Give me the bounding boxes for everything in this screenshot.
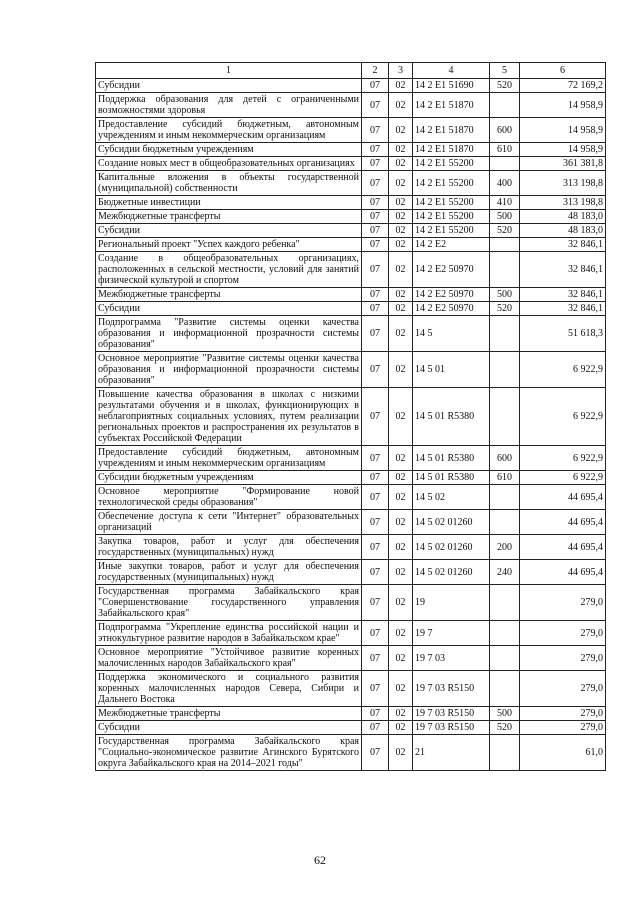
target-code-cell: 14 5 — [413, 316, 490, 352]
target-code-cell: 14 2 E1 51870 — [413, 118, 490, 143]
expense-type-cell — [490, 646, 520, 671]
target-code-cell: 14 2 E2 50970 — [413, 288, 490, 302]
expense-type-cell: 200 — [490, 535, 520, 560]
expense-type-cell — [490, 157, 520, 171]
amount-cell: 6 922,9 — [520, 388, 606, 446]
amount-cell: 279,0 — [520, 671, 606, 707]
header-col-6: 6 — [520, 63, 606, 79]
table-row — [96, 560, 606, 585]
subsection-cell: 02 — [389, 157, 413, 171]
section-cell: 07 — [362, 446, 389, 471]
row-name-cell: Государственная программа Забайкальского края "Совершенствование государственного управления Забайкальского края" — [96, 585, 362, 621]
table-row — [96, 210, 606, 224]
amount-cell: 6 922,9 — [520, 471, 606, 485]
subsection-cell: 02 — [389, 196, 413, 210]
subsection-cell: 02 — [389, 252, 413, 288]
amount-cell: 14 958,9 — [520, 143, 606, 157]
amount-cell: 51 618,3 — [520, 316, 606, 352]
expense-type-cell: 520 — [490, 302, 520, 316]
row-name-cell: Повышение качества образования в школах с низкими результатами обучения и в школах, функционирующих в неблагоприятных социальных условиях, путем реализации региональных проектов и распространения их результатов в субъектах Российской Федерации — [96, 388, 362, 446]
subsection-cell: 02 — [389, 707, 413, 721]
section-cell: 07 — [362, 252, 389, 288]
amount-cell: 279,0 — [520, 585, 606, 621]
section-cell: 07 — [362, 118, 389, 143]
row-name-cell: Основное мероприятие "Устойчивое развитие коренных малочисленных народов Забайкальского края" — [96, 646, 362, 671]
expense-type-cell — [490, 93, 520, 118]
expense-type-cell: 500 — [490, 288, 520, 302]
table-row — [96, 535, 606, 560]
subsection-cell: 02 — [389, 585, 413, 621]
expense-type-cell — [490, 735, 520, 771]
amount-cell: 14 958,9 — [520, 93, 606, 118]
row-name-cell: Субсидии бюджетным учреждениям — [96, 471, 362, 485]
amount-cell: 32 846,1 — [520, 302, 606, 316]
section-cell: 07 — [362, 735, 389, 771]
table-row — [96, 238, 606, 252]
expense-type-cell — [490, 238, 520, 252]
expense-type-cell: 520 — [490, 224, 520, 238]
section-cell: 07 — [362, 352, 389, 388]
page-number: 62 — [314, 853, 326, 867]
table-row — [96, 735, 606, 771]
table-row — [96, 93, 606, 118]
row-name-cell: Поддержка экономического и социального развития коренных малочисленных народов Севера, Сибири и Дальнего Востока — [96, 671, 362, 707]
amount-cell: 6 922,9 — [520, 352, 606, 388]
table-row — [96, 79, 606, 93]
table-row — [96, 118, 606, 143]
target-code-cell: 14 2 E2 50970 — [413, 302, 490, 316]
budget-table — [95, 62, 606, 771]
amount-cell: 44 695,4 — [520, 535, 606, 560]
amount-cell: 48 183,0 — [520, 210, 606, 224]
subsection-cell: 02 — [389, 316, 413, 352]
table-row — [96, 288, 606, 302]
subsection-cell: 02 — [389, 621, 413, 646]
expense-type-cell: 600 — [490, 118, 520, 143]
section-cell: 07 — [362, 79, 389, 93]
row-name-cell: Субсидии — [96, 302, 362, 316]
table-row — [96, 585, 606, 621]
row-name-cell: Подпрограмма "Укрепление единства российской нации и этнокультурное развитие народов в Забайкальском крае" — [96, 621, 362, 646]
subsection-cell: 02 — [389, 535, 413, 560]
subsection-cell: 02 — [389, 471, 413, 485]
section-cell: 07 — [362, 707, 389, 721]
table-row — [96, 621, 606, 646]
table-row — [96, 485, 606, 510]
row-name-cell: Межбюджетные трансферты — [96, 210, 362, 224]
row-name-cell: Субсидии — [96, 721, 362, 735]
section-cell: 07 — [362, 143, 389, 157]
table-row — [96, 646, 606, 671]
row-name-cell: Создание новых мест в общеобразовательных организациях — [96, 157, 362, 171]
subsection-cell: 02 — [389, 118, 413, 143]
expense-type-cell: 400 — [490, 171, 520, 196]
amount-cell: 279,0 — [520, 646, 606, 671]
section-cell: 07 — [362, 288, 389, 302]
expense-type-cell — [490, 252, 520, 288]
table-row — [96, 224, 606, 238]
subsection-cell: 02 — [389, 143, 413, 157]
amount-cell: 313 198,8 — [520, 171, 606, 196]
amount-cell: 313 198,8 — [520, 196, 606, 210]
expense-type-cell: 500 — [490, 707, 520, 721]
target-code-cell: 14 5 02 01260 — [413, 535, 490, 560]
expense-type-cell — [490, 585, 520, 621]
row-name-cell: Межбюджетные трансферты — [96, 288, 362, 302]
amount-cell: 361 381,8 — [520, 157, 606, 171]
amount-cell: 14 958,9 — [520, 118, 606, 143]
section-cell: 07 — [362, 646, 389, 671]
subsection-cell: 02 — [389, 238, 413, 252]
expense-type-cell — [490, 510, 520, 535]
header-col-2: 2 — [362, 63, 389, 79]
table-row — [96, 707, 606, 721]
target-code-cell: 14 5 01 R5380 — [413, 471, 490, 485]
amount-cell: 44 695,4 — [520, 510, 606, 535]
table-row — [96, 352, 606, 388]
target-code-cell: 14 5 01 R5380 — [413, 388, 490, 446]
target-code-cell: 14 2 E1 55200 — [413, 171, 490, 196]
section-cell: 07 — [362, 302, 389, 316]
subsection-cell: 02 — [389, 171, 413, 196]
target-code-cell: 14 5 02 01260 — [413, 510, 490, 535]
target-code-cell: 14 2 E1 55200 — [413, 157, 490, 171]
amount-cell: 72 169,2 — [520, 79, 606, 93]
subsection-cell: 02 — [389, 446, 413, 471]
row-name-cell: Субсидии бюджетным учреждениям — [96, 143, 362, 157]
row-name-cell: Предоставление субсидий бюджетным, автономным учреждениям и иным некоммерческим организациям — [96, 118, 362, 143]
expense-type-cell: 240 — [490, 560, 520, 585]
subsection-cell: 02 — [389, 288, 413, 302]
target-code-cell: 19 — [413, 585, 490, 621]
section-cell: 07 — [362, 388, 389, 446]
amount-cell: 32 846,1 — [520, 252, 606, 288]
row-name-cell: Подпрограмма "Развитие системы оценки качества образования и информационной прозрачности системы образования" — [96, 316, 362, 352]
row-name-cell: Субсидии — [96, 224, 362, 238]
subsection-cell: 02 — [389, 671, 413, 707]
target-code-cell: 14 2 E1 51690 — [413, 79, 490, 93]
expense-type-cell: 610 — [490, 143, 520, 157]
expense-type-cell: 500 — [490, 210, 520, 224]
row-name-cell: Поддержка образования для детей с ограниченными возможностями здоровья — [96, 93, 362, 118]
table-row — [96, 196, 606, 210]
target-code-cell: 14 2 E1 55200 — [413, 196, 490, 210]
section-cell: 07 — [362, 621, 389, 646]
target-code-cell: 14 5 01 — [413, 352, 490, 388]
target-code-cell: 14 2 E1 55200 — [413, 224, 490, 238]
header-col-3: 3 — [389, 63, 413, 79]
target-code-cell: 19 7 03 R5150 — [413, 707, 490, 721]
table-row — [96, 671, 606, 707]
subsection-cell: 02 — [389, 510, 413, 535]
table-row — [96, 302, 606, 316]
section-cell: 07 — [362, 471, 389, 485]
amount-cell: 6 922,9 — [520, 446, 606, 471]
amount-cell: 61,0 — [520, 735, 606, 771]
amount-cell: 32 846,1 — [520, 238, 606, 252]
row-name-cell: Иные закупки товаров, работ и услуг для обеспечения государственных (муниципальных) нужд — [96, 560, 362, 585]
expense-type-cell — [490, 388, 520, 446]
target-code-cell: 19 7 — [413, 621, 490, 646]
target-code-cell: 19 7 03 — [413, 646, 490, 671]
row-name-cell: Субсидии — [96, 79, 362, 93]
target-code-cell: 21 — [413, 735, 490, 771]
row-name-cell: Бюджетные инвестиции — [96, 196, 362, 210]
row-name-cell: Капитальные вложения в объекты государственной (муниципальной) собственности — [96, 171, 362, 196]
subsection-cell: 02 — [389, 224, 413, 238]
header-row — [96, 63, 606, 79]
expense-type-cell: 410 — [490, 196, 520, 210]
row-name-cell: Региональный проект "Успех каждого ребенка" — [96, 238, 362, 252]
subsection-cell: 02 — [389, 485, 413, 510]
section-cell: 07 — [362, 210, 389, 224]
section-cell: 07 — [362, 171, 389, 196]
amount-cell: 279,0 — [520, 721, 606, 735]
subsection-cell: 02 — [389, 721, 413, 735]
section-cell: 07 — [362, 721, 389, 735]
expense-type-cell — [490, 621, 520, 646]
subsection-cell: 02 — [389, 93, 413, 118]
table-row — [96, 316, 606, 352]
expense-type-cell: 520 — [490, 721, 520, 735]
target-code-cell: 14 2 E1 51870 — [413, 143, 490, 157]
row-name-cell: Основное мероприятие "Развитие системы оценки качества образования и информационной прозрачности системы образования" — [96, 352, 362, 388]
section-cell: 07 — [362, 157, 389, 171]
target-code-cell: 19 7 03 R5150 — [413, 671, 490, 707]
subsection-cell: 02 — [389, 560, 413, 585]
expense-type-cell: 520 — [490, 79, 520, 93]
section-cell: 07 — [362, 316, 389, 352]
section-cell: 07 — [362, 585, 389, 621]
table-row — [96, 446, 606, 471]
subsection-cell: 02 — [389, 210, 413, 224]
expense-type-cell — [490, 671, 520, 707]
target-code-cell: 14 5 01 R5380 — [413, 446, 490, 471]
table-row — [96, 510, 606, 535]
row-name-cell: Основное мероприятие "Формирование новой технологической среды образования" — [96, 485, 362, 510]
table-row — [96, 157, 606, 171]
expense-type-cell — [490, 316, 520, 352]
amount-cell: 44 695,4 — [520, 485, 606, 510]
section-cell: 07 — [362, 93, 389, 118]
subsection-cell: 02 — [389, 388, 413, 446]
expense-type-cell: 610 — [490, 471, 520, 485]
amount-cell: 279,0 — [520, 707, 606, 721]
section-cell: 07 — [362, 671, 389, 707]
target-code-cell: 14 5 02 — [413, 485, 490, 510]
expense-type-cell — [490, 485, 520, 510]
row-name-cell: Межбюджетные трансферты — [96, 707, 362, 721]
table-row — [96, 471, 606, 485]
subsection-cell: 02 — [389, 646, 413, 671]
section-cell: 07 — [362, 510, 389, 535]
expense-type-cell: 600 — [490, 446, 520, 471]
subsection-cell: 02 — [389, 79, 413, 93]
target-code-cell: 19 7 03 R5150 — [413, 721, 490, 735]
row-name-cell: Государственная программа Забайкальского края "Социально-экономическое развитие Агинского Бурятского округа Забайкальского края на 2014–2021 годы" — [96, 735, 362, 771]
table-row — [96, 721, 606, 735]
amount-cell: 48 183,0 — [520, 224, 606, 238]
row-name-cell: Создание в общеобразовательных организациях, расположенных в сельской местности, условий для занятий физической культурой и спортом — [96, 252, 362, 288]
header-col-4: 4 — [413, 63, 490, 79]
section-cell: 07 — [362, 196, 389, 210]
table-row — [96, 171, 606, 196]
section-cell: 07 — [362, 224, 389, 238]
subsection-cell: 02 — [389, 302, 413, 316]
amount-cell: 32 846,1 — [520, 288, 606, 302]
amount-cell: 44 695,4 — [520, 560, 606, 585]
header-col-1: 1 — [96, 63, 362, 79]
section-cell: 07 — [362, 535, 389, 560]
row-name-cell: Предоставление субсидий бюджетным, автономным учреждениям и иным некоммерческим организациям — [96, 446, 362, 471]
table-row — [96, 252, 606, 288]
target-code-cell: 14 2 E2 50970 — [413, 252, 490, 288]
row-name-cell: Закупка товаров, работ и услуг для обеспечения государственных (муниципальных) нужд — [96, 535, 362, 560]
target-code-cell: 14 2 E1 55200 — [413, 210, 490, 224]
expense-type-cell — [490, 352, 520, 388]
target-code-cell: 14 5 02 01260 — [413, 560, 490, 585]
section-cell: 07 — [362, 485, 389, 510]
subsection-cell: 02 — [389, 352, 413, 388]
table-row — [96, 143, 606, 157]
header-col-5: 5 — [490, 63, 520, 79]
section-cell: 07 — [362, 238, 389, 252]
target-code-cell: 14 2 E2 — [413, 238, 490, 252]
row-name-cell: Обеспечение доступа к сети "Интернет" образовательных организаций — [96, 510, 362, 535]
subsection-cell: 02 — [389, 735, 413, 771]
amount-cell: 279,0 — [520, 621, 606, 646]
target-code-cell: 14 2 E1 51870 — [413, 93, 490, 118]
section-cell: 07 — [362, 560, 389, 585]
table-row — [96, 388, 606, 446]
